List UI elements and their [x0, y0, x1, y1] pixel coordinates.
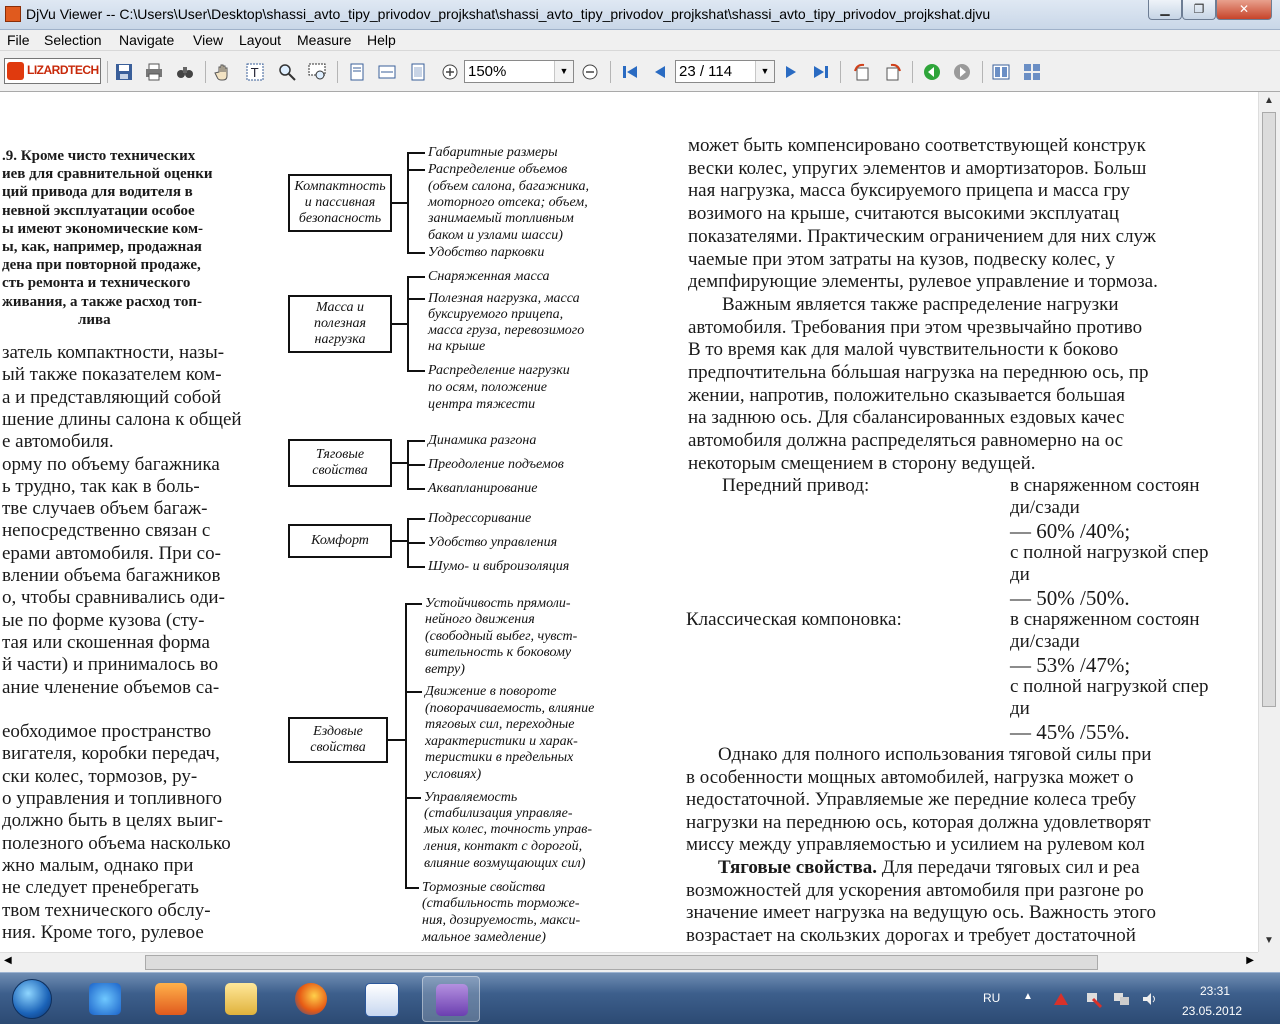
- diagram-category-label-line: свойства: [312, 463, 368, 478]
- diagram-item-line: Удобство парковки: [428, 245, 545, 260]
- volume-icon[interactable]: [1141, 991, 1159, 1007]
- diagram-item-line: Управляемость: [424, 790, 518, 805]
- diagram-bracket-tick: [407, 370, 425, 372]
- taskbar-ie[interactable]: [76, 976, 134, 1022]
- marquee-zoom-icon[interactable]: [308, 63, 326, 81]
- menu-measure[interactable]: Measure: [297, 32, 352, 48]
- diagram-category-label-line: Масса и: [315, 300, 365, 315]
- diagram-category-label-line: и пассивная: [304, 195, 376, 210]
- diagram-item-line: занимаемый топливным: [428, 211, 574, 226]
- diagram-bracket-tick: [405, 603, 422, 605]
- caption-line: .9. Кроме чисто технических: [2, 148, 196, 164]
- diagram-item-line: Движение в повороте: [425, 684, 557, 699]
- paragraph-line: ски колес, тормозов, ру-: [2, 765, 198, 787]
- horizontal-scroll-thumb[interactable]: [145, 955, 1098, 970]
- menu-help[interactable]: Help: [367, 32, 396, 48]
- paragraph-line: полезного объема насколько: [2, 832, 231, 854]
- toolbar-separator: [610, 61, 611, 83]
- menu-selection[interactable]: Selection: [44, 32, 102, 48]
- diagram-category-box: [288, 717, 388, 763]
- diagram-item-line: Подрессоривание: [428, 511, 532, 526]
- page-combo[interactable]: [675, 60, 775, 83]
- diagram-category-label-line: Тяговые: [315, 447, 365, 462]
- table-value-line: в снаряженном состоян: [1010, 609, 1200, 630]
- table-value-line: ди/сзади: [1010, 497, 1080, 518]
- menu-navigate[interactable]: Navigate: [119, 32, 175, 48]
- media-player-icon: [155, 983, 187, 1015]
- paragraph-line: нагрузки на переднюю ось, которая должна удовлетворят: [686, 811, 1151, 833]
- paragraph-line: Тяговые свойства. Для передачи тяговых сил и реа: [718, 857, 1140, 878]
- paragraph-line: а и представляющий собой: [2, 386, 222, 408]
- paragraph-line: миссу между управляемостью и усилием на рулевом кол: [686, 834, 1145, 856]
- menu-view[interactable]: View: [193, 32, 224, 48]
- menu-bar: [0, 30, 1280, 51]
- horizontal-scrollbar[interactable]: [0, 952, 1258, 972]
- tray-expand-icon[interactable]: ▲: [1023, 991, 1033, 1002]
- paragraph-line: вигателя, коробки передач,: [2, 743, 220, 765]
- diagram-item-line: (объем салона, багажника,: [428, 179, 589, 194]
- diagram-bracket-tick: [407, 566, 425, 568]
- paragraph-line: о управления и топливного: [2, 788, 223, 809]
- diagram-item-line: моторного отсека; объем,: [428, 195, 588, 210]
- vertical-scrollbar[interactable]: [1258, 92, 1280, 952]
- diagram-category-label-line: безопасность: [298, 211, 382, 226]
- diagram-bracket: [405, 604, 407, 889]
- scroll-right-icon[interactable]: ▶: [1246, 955, 1254, 966]
- diagram-bracket-tick: [407, 464, 425, 466]
- paragraph-line: показателями. Практическим ограничением для них служ: [688, 225, 1156, 247]
- clock-date[interactable]: 23.05.2012: [1182, 1004, 1243, 1018]
- scrollbar-corner: [1258, 952, 1280, 972]
- diagram-item-line: характеристики и харак-: [425, 734, 578, 749]
- diagram-item-line: на крыше: [428, 339, 486, 354]
- fit-page-icon[interactable]: [409, 63, 427, 81]
- diagram-connector: [392, 462, 407, 464]
- diagram-bracket-tick: [405, 797, 421, 799]
- caption-line: живания, а также расход топ-: [2, 293, 202, 310]
- chevron-down-icon[interactable]: ▼: [755, 61, 774, 82]
- diagram-bracket-tick: [407, 440, 425, 442]
- rotate-right-icon[interactable]: [884, 63, 902, 81]
- diagram-category-label-line: полезная: [313, 316, 367, 331]
- caption-line: невной эксплуатации особое: [2, 202, 195, 219]
- diagram-item-line: Удобство управления: [428, 535, 558, 550]
- zoom-tool-icon[interactable]: [278, 63, 296, 81]
- paragraph-line: тая или скошенная форма: [2, 631, 210, 653]
- diagram-bracket-tick: [407, 488, 425, 490]
- menu-file[interactable]: File: [7, 32, 30, 48]
- diagram-category-label: [294, 179, 385, 227]
- diagram-category-label: [314, 300, 366, 348]
- diagram-item-line: Динамика разгона: [428, 433, 537, 448]
- diagram-item-line: Тормозные свойства: [422, 880, 546, 895]
- network-disconnected-icon[interactable]: [1085, 991, 1103, 1007]
- diagram-bracket-tick: [405, 691, 422, 693]
- paragraph-line: некоторым смещением в сторону ведущей.: [688, 452, 1036, 474]
- diagram-category-label: [312, 447, 367, 479]
- paragraph-line: автомобиля должна распределяться равномерно на ос: [688, 430, 1124, 452]
- logo-text: LIZARDTECH: [27, 63, 99, 77]
- paragraph-line: ная нагрузка, масса буксируемого прицепа и масса гру: [688, 180, 1130, 202]
- table-value-line: — 53% /47%;: [1010, 653, 1131, 677]
- document-viewer[interactable]: [0, 92, 1258, 952]
- diagram-item-line: буксируемого прицепа,: [428, 307, 564, 322]
- caption-line: сть ремонта и технического: [2, 275, 191, 292]
- paragraph-line: ь трудно, так как в боль-: [2, 475, 200, 497]
- diagram-item-line: ния, дозируемость, макси-: [422, 913, 581, 928]
- find-binoculars-icon[interactable]: [176, 63, 194, 81]
- lizard-icon: [7, 62, 24, 80]
- back-icon[interactable]: [923, 63, 941, 81]
- diagram-item-line: ления, контакт с дорогой,: [424, 839, 583, 854]
- last-page-icon[interactable]: [812, 63, 830, 81]
- diagram-item-line: (свободный выбег, чувст-: [425, 629, 578, 644]
- lizardtech-logo[interactable]: [4, 58, 101, 84]
- paragraph-line: ния. Кроме того, рулевое: [2, 921, 204, 943]
- diagram-bracket-tick: [407, 518, 425, 520]
- toolbar-separator: [840, 61, 841, 83]
- paragraph-line: Важным является также распределение нагрузки: [722, 293, 1119, 315]
- zoom-in-icon[interactable]: [441, 63, 459, 81]
- chevron-down-icon[interactable]: ▼: [554, 61, 573, 82]
- diagram-item-line: (стабилизация управляе-: [424, 806, 573, 821]
- diagram-item-line: по осям, положение: [428, 380, 547, 395]
- diagram-category-box: [288, 295, 392, 353]
- caption-line: дена при повторной продаже,: [2, 257, 201, 274]
- paragraph-line: может быть компенсировано соответствующей конструк: [688, 135, 1146, 156]
- diagram-category-label-line: свойства: [310, 740, 366, 755]
- diagram-connector: [388, 739, 405, 741]
- network-icon[interactable]: [1113, 991, 1131, 1007]
- diagram-item-line: ветру): [425, 662, 465, 677]
- paragraph-line: В то время как для малой чувствительности к боково: [688, 339, 1119, 361]
- taskbar-word[interactable]: [352, 976, 410, 1022]
- diagram-bracket: [407, 277, 409, 372]
- diagram-item-line: Полезная нагрузка, масса: [428, 291, 580, 306]
- taskbar-djvu-viewer[interactable]: [422, 976, 480, 1022]
- paragraph-line: о, чтобы сравнивались оди-: [2, 587, 225, 609]
- taskbar-firefox[interactable]: [282, 976, 340, 1022]
- zoom-value: 150%: [468, 63, 507, 80]
- paragraph-line: влении объема багажников: [2, 565, 221, 586]
- scroll-left-icon[interactable]: ◀: [4, 955, 12, 966]
- taskbar-media-player[interactable]: [142, 976, 200, 1022]
- table-value-line: — 60% /40%;: [1010, 519, 1131, 543]
- title-bar: [0, 0, 1280, 30]
- menu-layout[interactable]: Layout: [239, 32, 282, 48]
- caption-line: ы, как, например, продажная: [2, 239, 202, 255]
- table-label: Классическая компоновка:: [686, 609, 902, 630]
- windows-logo-icon: [12, 979, 52, 1019]
- paragraph-line: возимого на крыше, считаются высокими эксплуатац: [688, 203, 1119, 225]
- table-value-line: с полной нагрузкой спер: [1010, 542, 1209, 563]
- diagram-item-line: Габаритные размеры: [428, 145, 558, 160]
- diagram-item-line: Шумо- и виброизоляция: [428, 559, 570, 574]
- paragraph-line: вески колес, упругих элементов и амортизаторов. Больш: [688, 157, 1147, 179]
- internet-explorer-icon: [89, 983, 121, 1015]
- toolbar-separator: [912, 61, 913, 83]
- scroll-up-icon[interactable]: ▲: [1264, 95, 1274, 106]
- scroll-down-icon[interactable]: ▼: [1264, 935, 1274, 946]
- diagram-item-line: Устойчивость прямоли-: [425, 596, 571, 611]
- table-value-line: — 45% /55%.: [1010, 720, 1130, 744]
- continuous-layout-icon[interactable]: [992, 63, 1010, 81]
- maximize-button[interactable]: ❐: [1182, 0, 1216, 20]
- start-button[interactable]: [4, 975, 56, 1023]
- diagram-item-line: баком и узлами шасси): [428, 228, 563, 243]
- diagram-category-label-line: Комфорт: [311, 533, 369, 548]
- diagram-item-line: мальное замедление): [422, 930, 546, 945]
- paragraph-line: автомобиля. Требования при этом чрезвычайно противо: [688, 316, 1143, 338]
- caption-line: лива: [78, 311, 111, 328]
- diagram-category-box: [288, 174, 392, 232]
- diagram-category-label-line: Ездовые: [313, 724, 363, 739]
- paragraph-line: предпочтительна бóльшая нагрузка на переднюю ось, пр: [688, 362, 1149, 383]
- thumbnails-icon[interactable]: [1023, 63, 1041, 81]
- caption-line: ций привода для водителя в: [2, 184, 193, 201]
- zoom-combo[interactable]: [464, 60, 574, 83]
- paragraph-line: в особенности мощных автомобилей, нагрузка может о: [686, 766, 1134, 788]
- paragraph-line: орму по объему багажника: [2, 453, 220, 475]
- print-icon[interactable]: [145, 63, 163, 81]
- first-page-icon[interactable]: [621, 63, 639, 81]
- firefox-icon: [295, 983, 327, 1015]
- diagram-category-label: [310, 724, 365, 756]
- paragraph-line: ерами автомобиля. При со-: [2, 542, 221, 564]
- diagram-item-line: Распределение нагрузки: [428, 363, 570, 378]
- diagram-bracket-tick: [407, 298, 425, 300]
- paragraph-line: затель компактности, назы-: [2, 342, 225, 363]
- diagram-item-line: Снаряженная масса: [428, 269, 550, 284]
- diagram-item-line: (стабильность торможе-: [422, 896, 580, 911]
- save-icon[interactable]: [115, 63, 133, 81]
- diagram-item-line: масса груза, перевозимого: [428, 323, 585, 338]
- diagram-bracket-tick: [407, 276, 425, 278]
- paragraph-line: чаемые при этом затраты на кузов, подвеску колес, у: [688, 248, 1116, 270]
- table-value-line: — 50% /50%.: [1010, 586, 1130, 610]
- diagram-connector: [392, 540, 407, 542]
- paragraph-line: не следует пренебрегать: [2, 877, 199, 899]
- table-value-line: ди: [1010, 698, 1030, 719]
- window-title: DjVu Viewer -- C:\Users\User\Desktop\shassi_avto_tipy_privodov_projkshat\shassi_avto_tipy_privodov_projkshat\shassi_avto_tipy_privodov_projkshat.djvu: [26, 6, 991, 22]
- diagram-bracket-tick: [407, 152, 425, 154]
- paragraph-line: демпфирующие элементы, рулевое управление и тормоза.: [688, 271, 1158, 293]
- paragraph-line: твом технического обслу-: [2, 899, 211, 921]
- table-value-line: с полной нагрузкой спер: [1010, 676, 1209, 697]
- toolbar-separator: [107, 61, 108, 83]
- diagram-category-label-line: Компактность: [294, 179, 386, 194]
- diagram-connector: [392, 323, 407, 325]
- diagram-item-line: тяговых сил, переходные: [425, 717, 575, 732]
- diagram-category-label: [311, 533, 369, 549]
- paragraph-line: на заднюю ось. Для сбалансированных ездовых качес: [688, 407, 1125, 429]
- taskbar: [0, 972, 1280, 1024]
- diagram-bracket-tick: [407, 169, 425, 171]
- diagram-item-line: Преодоление подъемов: [428, 457, 564, 472]
- diagram-item-line: мых колес, точность управ-: [424, 822, 593, 837]
- paragraph-line: Однако для полного использования тяговой силы при: [718, 744, 1152, 765]
- vertical-scroll-thumb[interactable]: [1262, 112, 1276, 707]
- diagram-item-line: центра тяжести: [428, 397, 536, 412]
- diagram-category-label-line: нагрузка: [314, 332, 366, 347]
- diagram-item-line: влияние возмущающих сил): [424, 856, 586, 871]
- diagram-item-line: теристики в предельных: [425, 750, 574, 765]
- taskbar-explorer[interactable]: [212, 976, 270, 1022]
- diagram-bracket-tick: [407, 542, 425, 544]
- diagram-item-line: (поворачиваемость, влияние: [425, 701, 595, 716]
- toolbar: [0, 51, 1280, 92]
- page-value: 23 / 114: [679, 63, 733, 80]
- single-page-icon[interactable]: [348, 63, 366, 81]
- minimize-button[interactable]: ▁: [1148, 0, 1182, 20]
- paragraph-line: ые по форме кузова (сту-: [2, 609, 205, 631]
- forward-icon[interactable]: [953, 63, 971, 81]
- paragraph-line: должно быть в целях выиг-: [2, 810, 223, 832]
- diagram-bracket-tick: [407, 252, 425, 254]
- table-value-line: в снаряженном состоян: [1010, 475, 1200, 496]
- diagram-item-line: условиях): [425, 767, 482, 782]
- folder-icon: [225, 983, 257, 1015]
- action-center-flag-icon[interactable]: [1052, 991, 1070, 1007]
- svg-text:T: T: [251, 66, 259, 80]
- paragraph-line: тве случаев объем багаж-: [2, 498, 208, 520]
- paragraph-line: еобходимое пространство: [2, 721, 212, 743]
- paragraph-line: шение длины салона к общей: [2, 408, 242, 430]
- paragraph-line: возможностей для ускорения автомобиля при разгоне ро: [686, 879, 1144, 901]
- paragraph-line: жении, напротив, положительно сказывается большая: [688, 384, 1126, 406]
- text-select-icon[interactable]: [246, 63, 264, 81]
- diagram-category-box: [288, 524, 392, 558]
- table-label: Передний привод:: [722, 475, 870, 496]
- djvu-icon: [436, 984, 468, 1016]
- paragraph-line: недостаточной. Управляемые же передние колеса требу: [686, 789, 1137, 811]
- table-value-line: ди: [1010, 564, 1030, 585]
- diagram-bracket-tick: [405, 887, 419, 889]
- toolbar-separator: [337, 61, 338, 83]
- fit-width-icon[interactable]: [378, 63, 396, 81]
- paragraph-line: жно малым, однако при: [2, 854, 194, 876]
- next-page-icon[interactable]: [782, 63, 800, 81]
- djvu-app-icon: [5, 6, 21, 22]
- zoom-out-icon[interactable]: [581, 63, 599, 81]
- paragraph-line: непосредственно связан с: [2, 520, 211, 542]
- paragraph-line: е автомобиля.: [2, 431, 114, 453]
- paragraph-line: значение имеет нагрузка на ведущую ось. Важность этого: [686, 902, 1156, 924]
- diagram-item-line: вительность к боковому: [425, 645, 572, 660]
- caption-line: ы имеют экономические ком-: [2, 220, 204, 237]
- rotate-left-icon[interactable]: [853, 63, 871, 81]
- close-button[interactable]: ✕: [1216, 0, 1272, 20]
- paragraph-line: ый также показателем ком-: [2, 364, 222, 386]
- paragraph-line: ание членение объемов са-: [2, 676, 220, 698]
- caption-line: иев для сравнительной оценки: [2, 166, 213, 183]
- diagram-item-line: Распределение объемов: [428, 162, 568, 177]
- diagram-item-line: Аквапланирование: [428, 481, 538, 496]
- toolbar-separator: [982, 61, 983, 83]
- paragraph-line: й части) и принималось во: [2, 654, 219, 676]
- language-indicator[interactable]: RU: [983, 991, 1001, 1005]
- previous-page-icon[interactable]: [651, 63, 669, 81]
- clock-time[interactable]: 23:31: [1200, 984, 1231, 998]
- diagram-connector: [392, 202, 407, 204]
- word-icon: [365, 983, 399, 1017]
- diagram-item-line: нейного движения: [425, 612, 535, 627]
- table-value-line: ди/сзади: [1010, 631, 1080, 652]
- paragraph-line: возрастает на скользких дорогах и требует достаточной: [686, 924, 1136, 946]
- diagram-category-box: [288, 439, 392, 487]
- pan-hand-icon[interactable]: [215, 63, 233, 81]
- toolbar-separator: [205, 61, 206, 83]
